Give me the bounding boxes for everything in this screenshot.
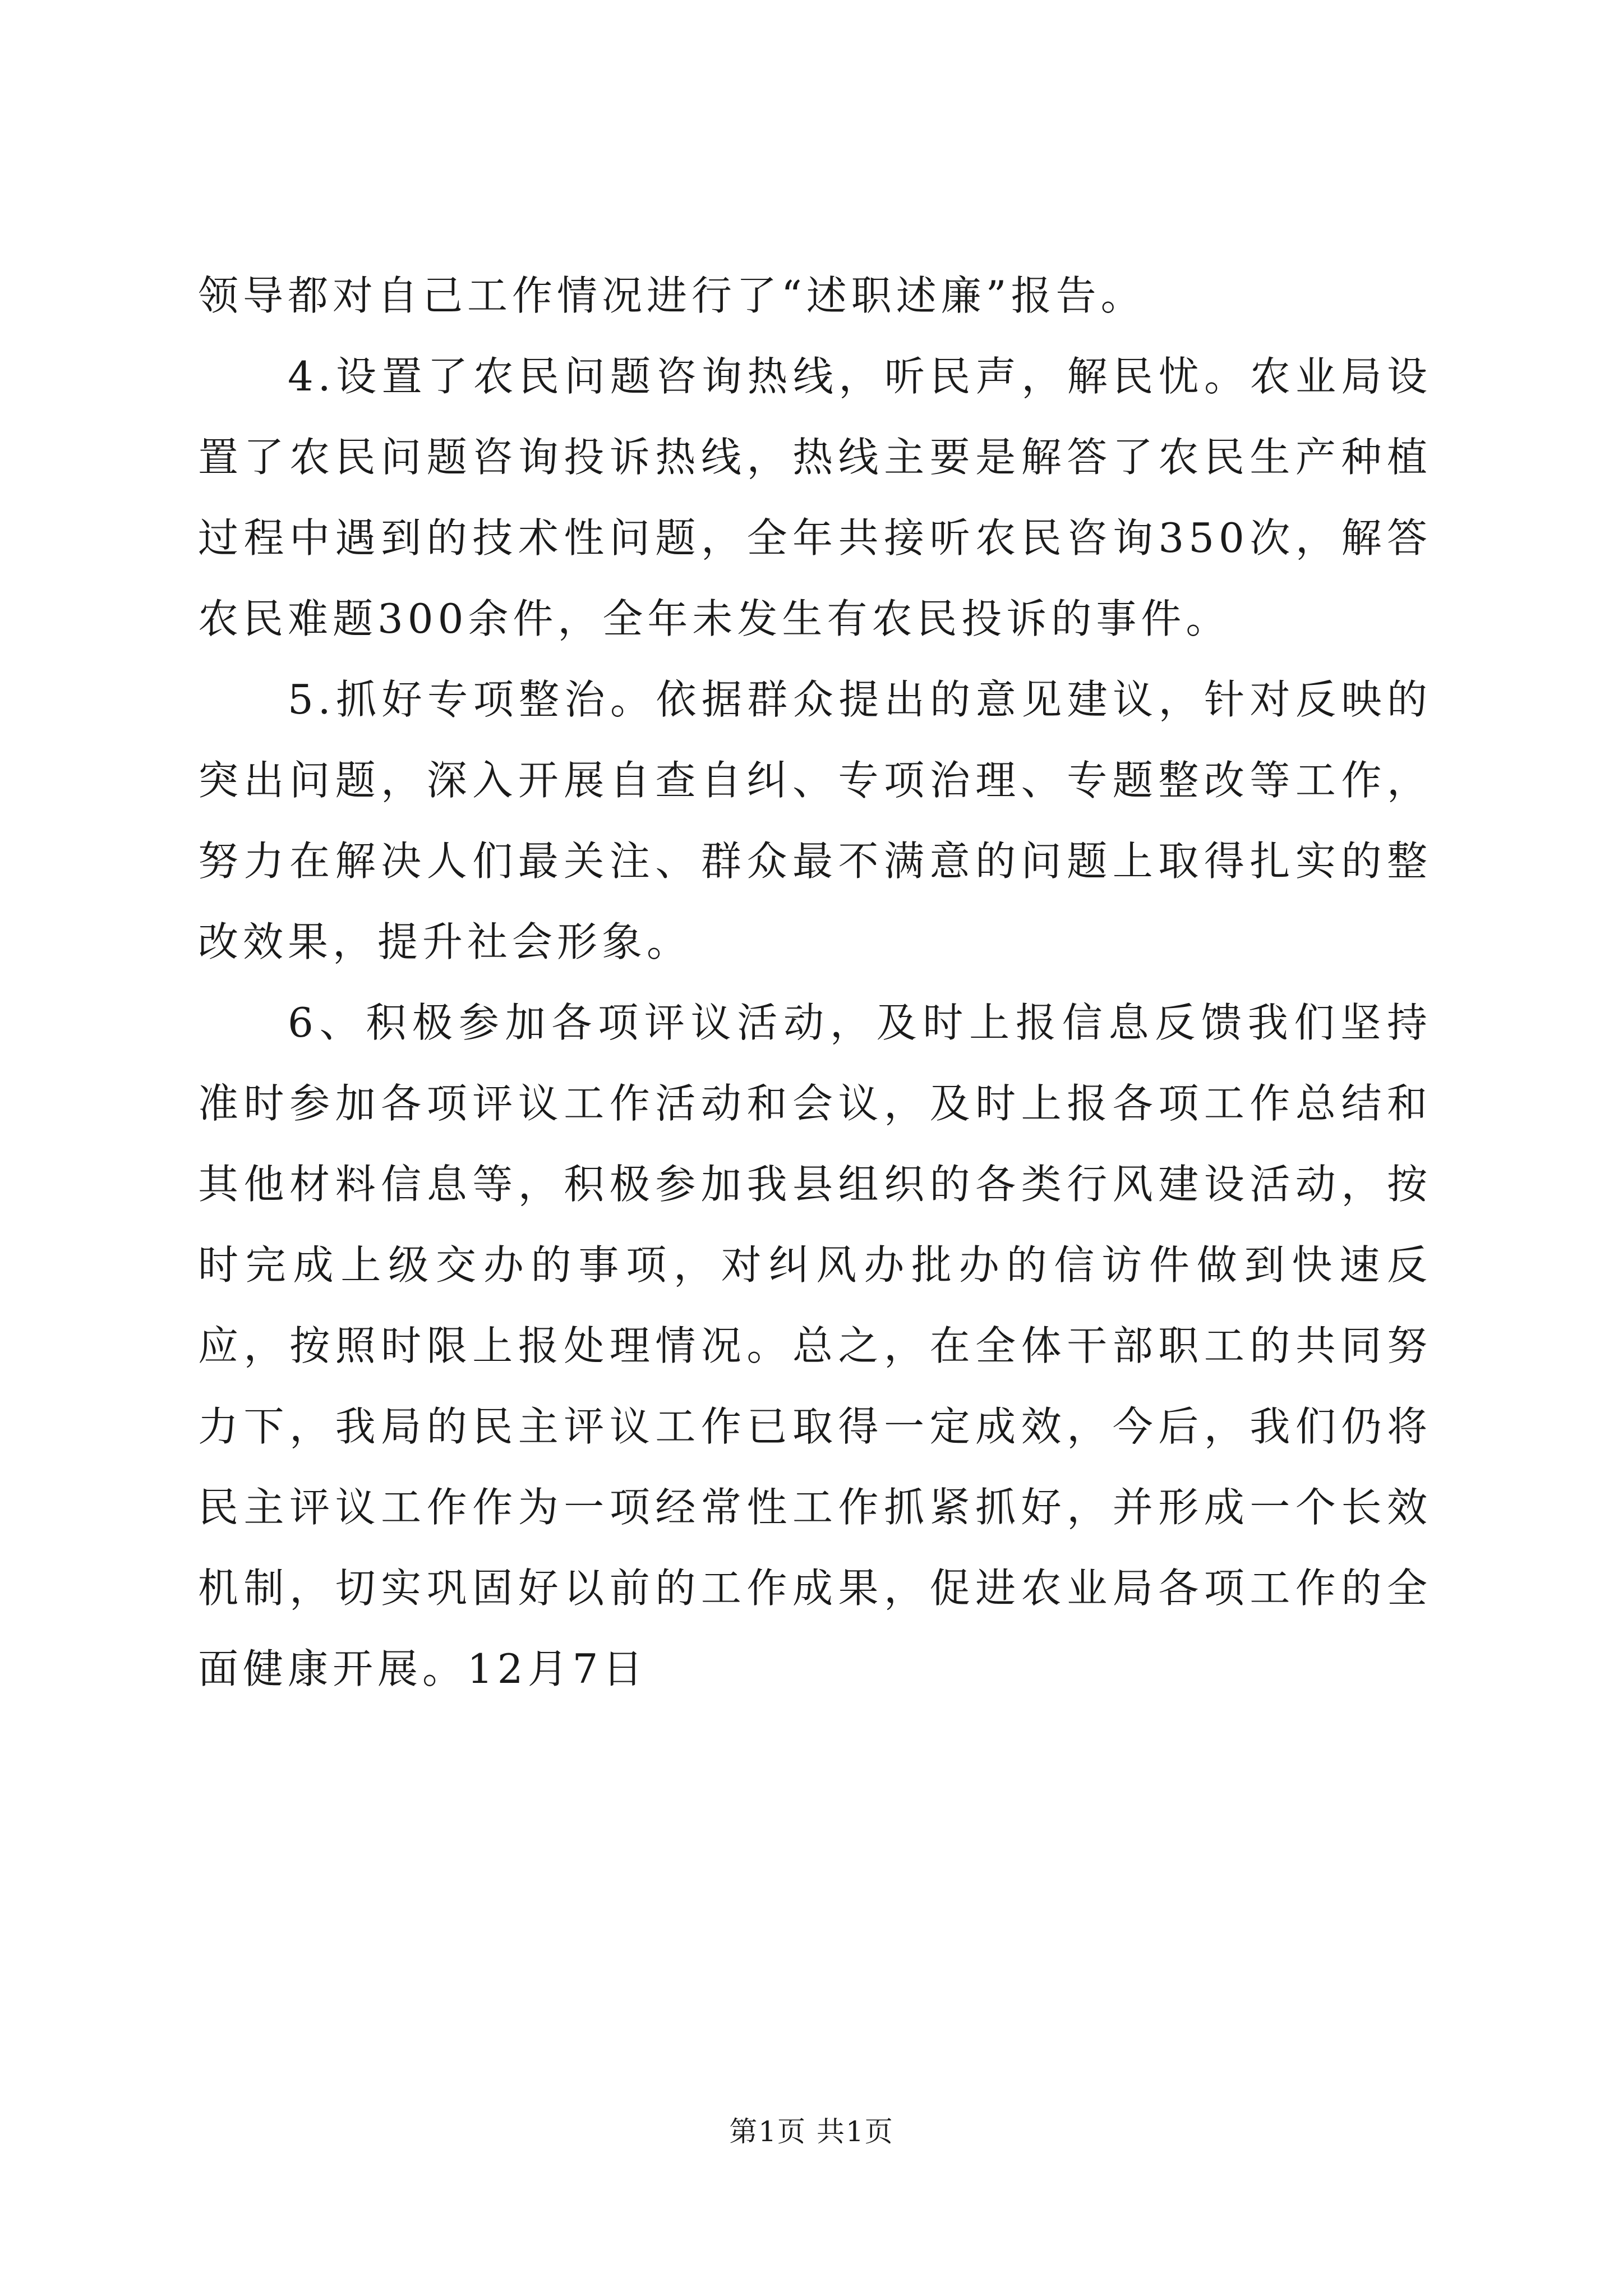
- paragraph-item-6: 6、积极参加各项评议活动，及时上报信息反馈我们坚持准时参加各项评议工作活动和会议，及时上报各项工作总结和其他材料信息等，积极参加我县组织的各类行风建设活动，按时完成上级交办的事项，对纠风办批办的信访件做到快速反应，按照时限上报处理情况。总之，在全体干部职工的共同努力下，我局的民主评议工作已取得一定成效，今后，我们仍将民主评议工作作为一项经常性工作抓紧抓好，并形成一个长效机制，切实巩固好以前的工作成果，促进农业局各项工作的全面健康开展。12月7日: [198, 999, 1432, 1692]
- paragraph-item-4: 4.设置了农民问题咨询热线，听民声，解民忧。农业局设置了农民问题咨询投诉热线，热线主要是解答了农民生产种植过程中遇到的技术性问题，全年共接听农民咨询350次，解答农民难题300余件，全年未发生有农民投诉的事件。: [198, 353, 1432, 642]
- document-body: [198, 255, 1432, 1709]
- paragraph-item-5: 5.抓好专项整治。依据群众提出的意见建议，针对反映的突出问题，深入开展自查自纠、专项治理、专题整改等工作，努力在解决人们最关注、群众最不满意的问题上取得扎实的整改效果，提升社会形象。: [198, 676, 1432, 965]
- page-number-label: 第1页 共1页: [729, 2115, 894, 2148]
- page-footer: [0, 2109, 1623, 2150]
- paragraph-continuation: 领导都对自己工作情况进行了“述职述廉”报告。: [198, 272, 1146, 319]
